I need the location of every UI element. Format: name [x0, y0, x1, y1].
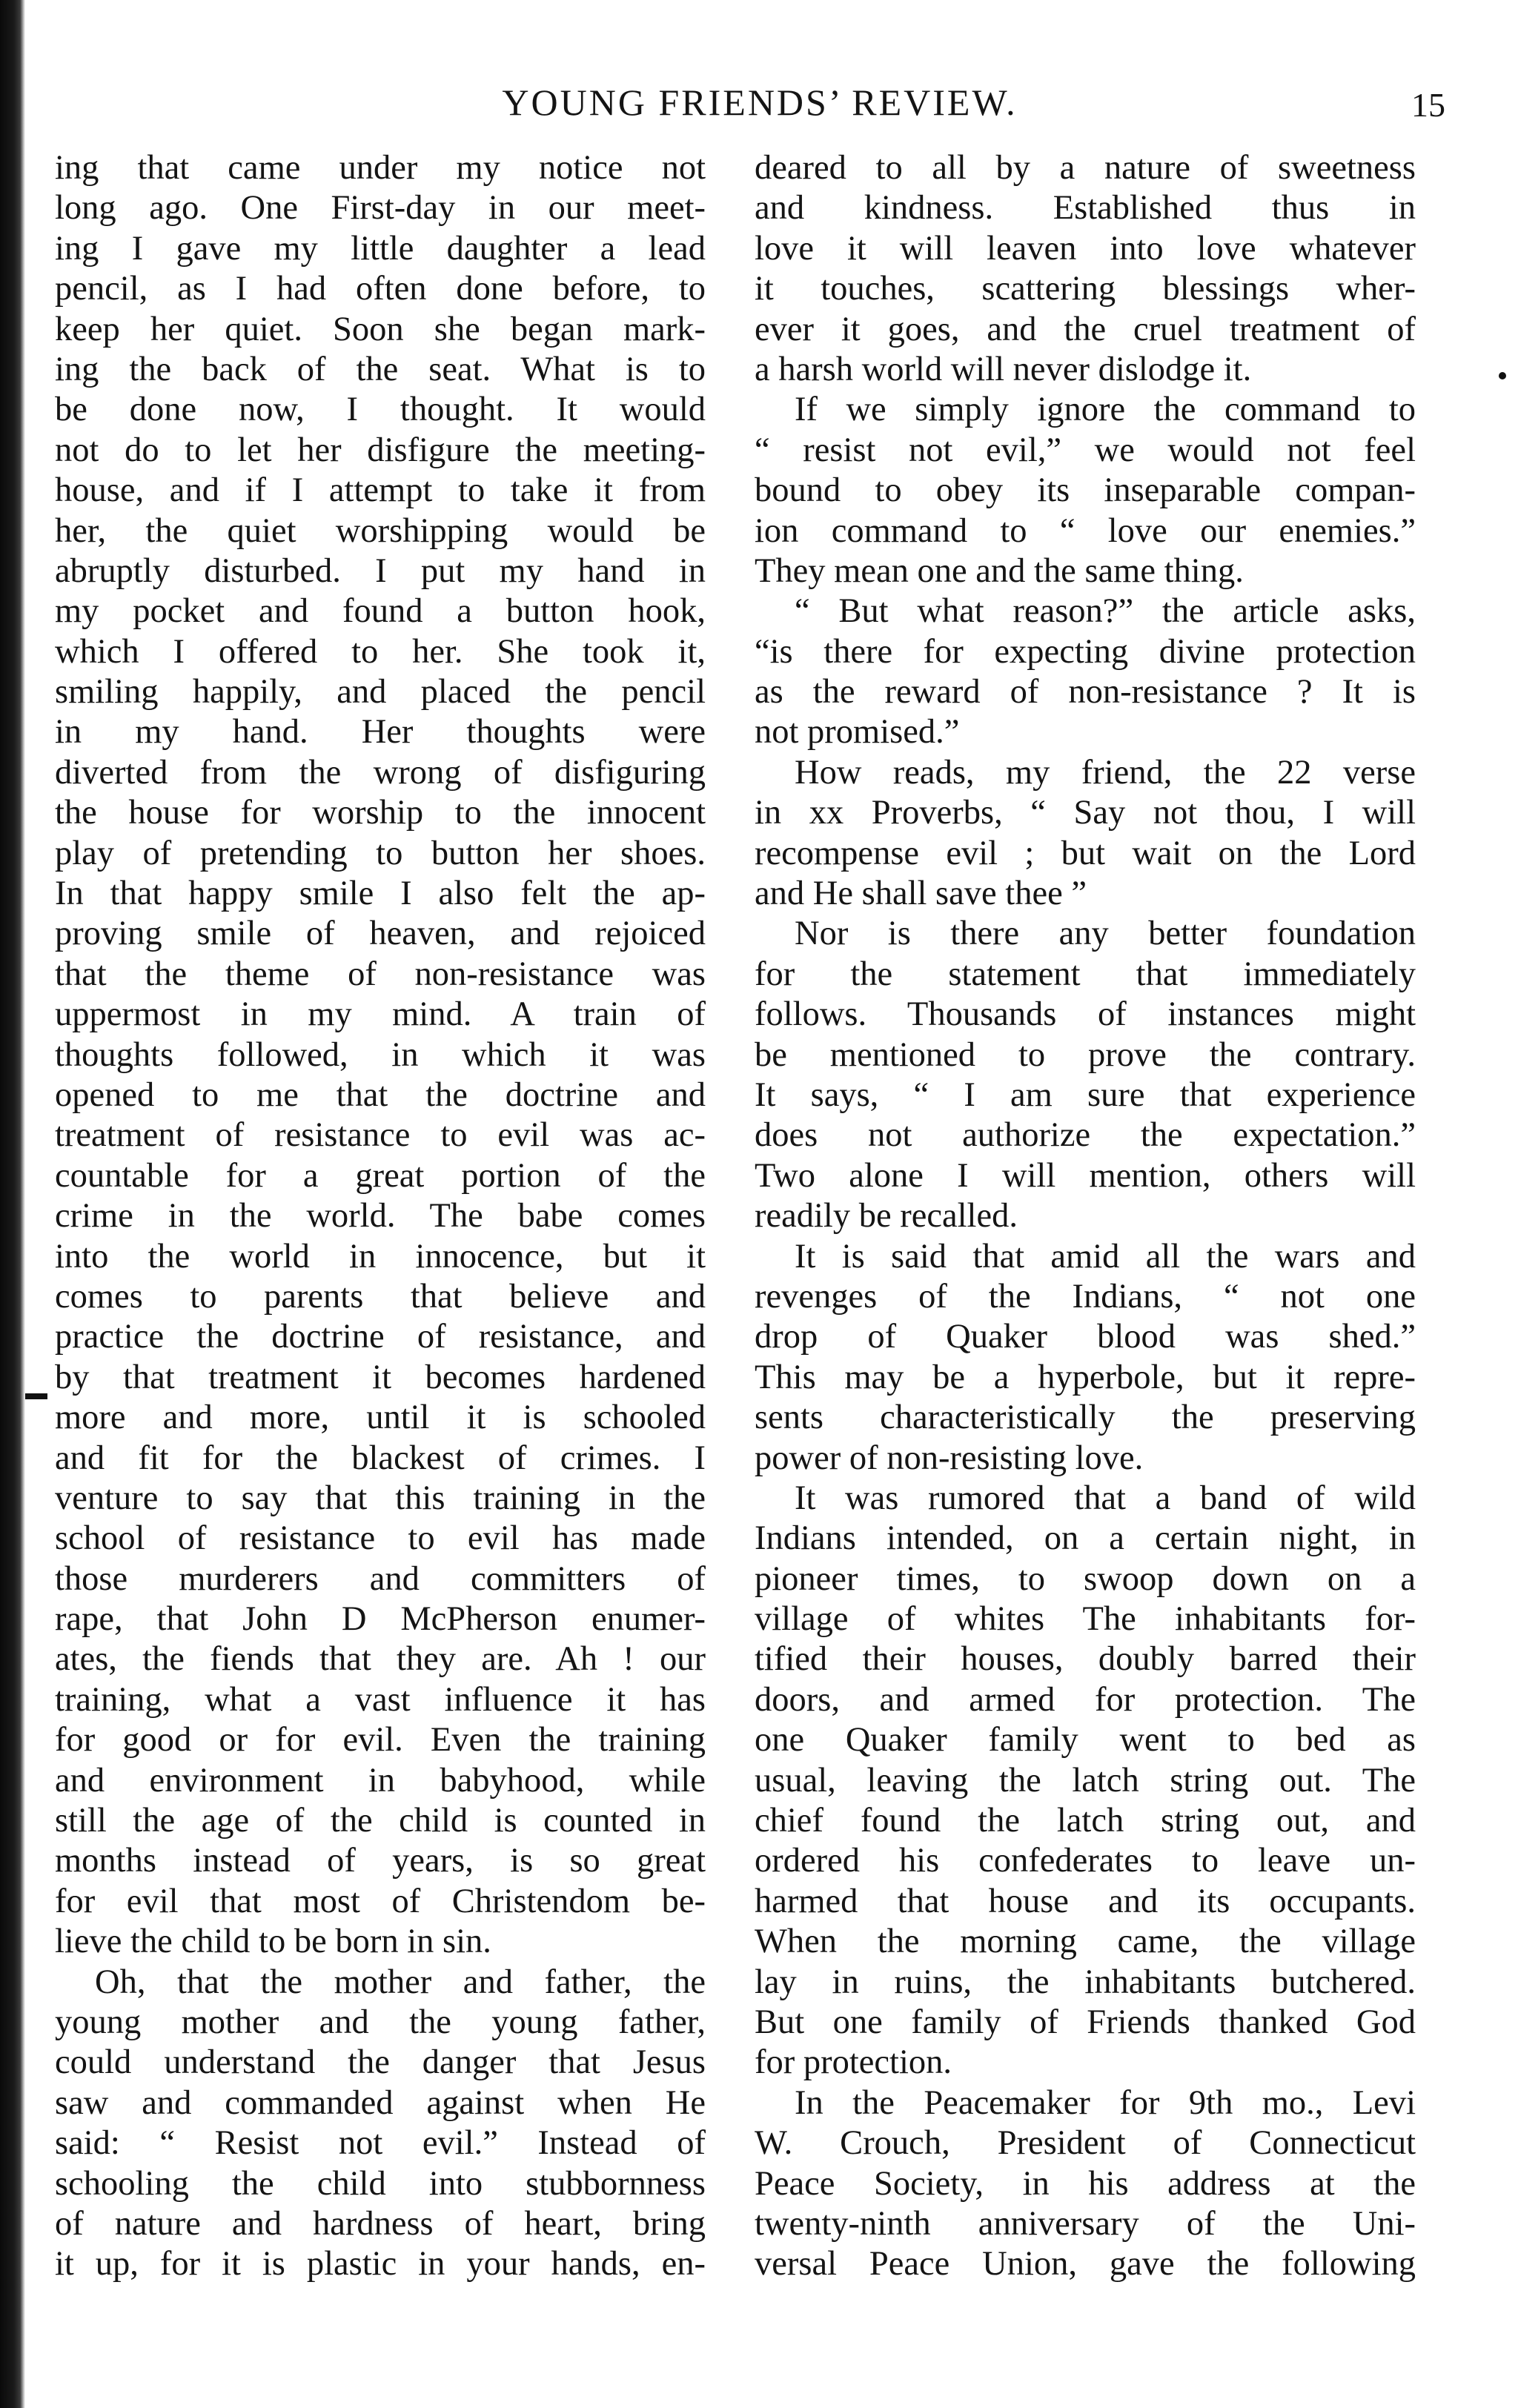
- text-line: sents characteristically the preserving: [755, 1399, 1416, 1437]
- binding-edge: [0, 0, 25, 2408]
- text-line: crime in the world. The babe comes: [55, 1197, 706, 1235]
- text-line: and He shall save thee ”: [755, 875, 1087, 913]
- text-line: But one family of Friends thanked God: [755, 2003, 1416, 2041]
- text-line: “ resist not evil,” we would not feel: [755, 431, 1416, 469]
- text-line: village of whites The inhabitants for-: [755, 1600, 1416, 1639]
- text-line: Peace Society, in his address at the: [755, 2164, 1416, 2203]
- text-line: ever it goes, and the cruel treatment of: [755, 310, 1416, 348]
- text-line: for evil that most of Christendom be-: [55, 1882, 706, 1920]
- text-line: recompense evil ; but wait on the Lord: [755, 834, 1416, 872]
- text-line: usual, leaving the latch string out. The: [755, 1761, 1416, 1800]
- text-line: does not authorize the expectation.”: [755, 1116, 1416, 1155]
- text-line: Indians intended, on a certain night, in: [755, 1519, 1416, 1558]
- text-line: smiling happily, and placed the pencil: [55, 673, 706, 712]
- text-line: bound to obey its inseparable compan-: [755, 471, 1416, 510]
- text-line: lieve the child to be born in sin.: [55, 1923, 491, 1961]
- text-line: Oh, that the mother and father, the: [95, 1963, 706, 2001]
- text-line: for protection.: [755, 2043, 952, 2082]
- text-line: comes to parents that believe and: [55, 1277, 706, 1316]
- text-line: They mean one and the same thing.: [755, 551, 1244, 590]
- text-line: lay in ruins, the inhabitants butchered.: [755, 1963, 1416, 2001]
- text-line: ates, the fiends that they are. Ah ! our: [55, 1640, 706, 1679]
- text-line: said: “ Resist not evil.” Instead of: [55, 2124, 706, 2163]
- text-line: long ago. One First-day in our meet-: [55, 189, 706, 228]
- text-line: harmed that house and its occupants.: [755, 1882, 1416, 1920]
- text-line: by that treatment it becomes hardened: [55, 1358, 706, 1396]
- text-line: still the age of the child is counted in: [55, 1802, 706, 1840]
- left-column: [55, 148, 706, 2285]
- text-line: chief found the latch string out, and: [755, 1802, 1416, 1840]
- text-line: ing that came under my notice not: [55, 149, 706, 187]
- text-line: not do to let her disfigure the meeting-: [55, 431, 706, 469]
- text-line: more and more, until it is schooled: [55, 1399, 706, 1437]
- text-line: If we simply ignore the command to: [795, 391, 1416, 429]
- text-line: power of non-resisting love.: [755, 1439, 1144, 1477]
- text-line: not promised.”: [755, 713, 960, 752]
- text-line: for good or for evil. Even the training: [55, 1721, 706, 1759]
- text-line: abruptly disturbed. I put my hand in: [55, 551, 706, 590]
- text-line: it touches, scattering blessings wher-: [755, 270, 1416, 308]
- text-line: It was rumored that a band of wild: [795, 1479, 1416, 1517]
- text-line: “is there for expecting divine protection: [755, 632, 1416, 671]
- text-line: my pocket and found a button hook,: [55, 592, 706, 631]
- text-line: saw and commanded against when He: [55, 2083, 706, 2122]
- text-line: one Quaker family went to bed as: [755, 1721, 1416, 1759]
- text-line: those murderers and committers of: [55, 1559, 706, 1598]
- text-line: doors, and armed for protection. The: [755, 1680, 1416, 1719]
- text-line: in my hand. Her thoughts were: [55, 713, 706, 752]
- text-line: rape, that John D McPherson enumer-: [55, 1600, 706, 1639]
- text-line: In the Peacemaker for 9th mo., Levi: [795, 2083, 1416, 2122]
- right-column: [755, 148, 1416, 2285]
- text-line: keep her quiet. Soon she began mark-: [55, 310, 706, 348]
- text-line: It says, “ I am sure that experience: [755, 1075, 1416, 1114]
- text-line: months instead of years, is so great: [55, 1842, 706, 1880]
- text-line: Nor is there any better foundation: [795, 915, 1416, 953]
- text-line: and environment in babyhood, while: [55, 1761, 706, 1800]
- text-line: ing the back of the seat. What is to: [55, 350, 706, 388]
- text-line: which I offered to her. She took it,: [55, 632, 706, 671]
- text-line: twenty-ninth anniversary of the Uni-: [755, 2204, 1416, 2243]
- text-line: the house for worship to the innocent: [55, 794, 706, 832]
- text-line: diverted from the wrong of disfiguring: [55, 753, 706, 792]
- text-line: In that happy smile I also felt the ap-: [55, 875, 706, 913]
- text-line: deared to all by a nature of sweetness: [755, 149, 1416, 187]
- text-line: ion command to “ love our enemies.”: [755, 511, 1416, 550]
- text-line: practice the doctrine of resistance, and: [55, 1318, 706, 1356]
- page-number: 15: [1411, 86, 1445, 124]
- text-line: could understand the danger that Jesus: [55, 2043, 706, 2082]
- text-line: revenges of the Indians, “ not one: [755, 1277, 1416, 1316]
- text-line: and fit for the blackest of crimes. I: [55, 1439, 706, 1477]
- text-line: training, what a vast influence it has: [55, 1680, 706, 1719]
- text-line: ordered his confederates to leave un-: [755, 1842, 1416, 1880]
- text-line: a harsh world will never dislodge it.: [755, 350, 1252, 388]
- text-line: How reads, my friend, the 22 verse: [795, 753, 1416, 792]
- text-line: and kindness. Established thus in: [755, 189, 1416, 228]
- binding-mark: [25, 1393, 47, 1399]
- text-line: house, and if I attempt to take it from: [55, 471, 706, 510]
- text-line: it up, for it is plastic in your hands, en-: [55, 2245, 706, 2283]
- text-line: follows. Thousands of instances might: [755, 995, 1416, 1034]
- text-line: school of resistance to evil has made: [55, 1519, 706, 1558]
- text-line: thoughts followed, in which it was: [55, 1035, 706, 1074]
- text-line: of nature and hardness of heart, bring: [55, 2204, 706, 2243]
- text-line: versal Peace Union, gave the following: [755, 2245, 1416, 2283]
- running-title: YOUNG FRIENDS’ REVIEW.: [502, 82, 1018, 123]
- text-line: When the morning came, the village: [755, 1923, 1416, 1961]
- text-line: uppermost in my mind. A train of: [55, 995, 706, 1034]
- text-line: pencil, as I had often done before, to: [55, 270, 706, 308]
- text-line: that the theme of non-resistance was: [55, 955, 706, 993]
- text-line: be mentioned to prove the contrary.: [755, 1035, 1416, 1074]
- text-line: Two alone I will mention, others will: [755, 1156, 1416, 1195]
- text-line: be done now, I thought. It would: [55, 391, 706, 429]
- text-line: love it will leaven into love whatever: [755, 229, 1416, 268]
- text-line: her, the quiet worshipping would be: [55, 511, 706, 550]
- text-line: W. Crouch, President of Connecticut: [755, 2124, 1416, 2163]
- text-line: tified their houses, doubly barred their: [755, 1640, 1416, 1679]
- text-line: proving smile of heaven, and rejoiced: [55, 915, 706, 953]
- text-line: drop of Quaker blood was shed.”: [755, 1318, 1416, 1356]
- text-line: young mother and the young father,: [55, 2003, 706, 2041]
- text-line: venture to say that this training in the: [55, 1479, 706, 1517]
- text-line: readily be recalled.: [755, 1197, 1018, 1235]
- text-line: This may be a hyperbole, but it repre-: [755, 1358, 1416, 1396]
- text-line: It is said that amid all the wars and: [795, 1237, 1416, 1276]
- text-line: for the statement that immediately: [755, 955, 1416, 993]
- ink-speck: [1499, 372, 1506, 379]
- text-line: play of pretending to button her shoes.: [55, 834, 706, 872]
- text-line: as the reward of non-resistance ? It is: [755, 673, 1416, 712]
- page-header: [44, 80, 1475, 125]
- text-line: in xx Proverbs, “ Say not thou, I will: [755, 794, 1416, 832]
- text-line: schooling the child into stubbornness: [55, 2164, 706, 2203]
- text-line: treatment of resistance to evil was ac-: [55, 1116, 706, 1155]
- text-line: ing I gave my little daughter a lead: [55, 229, 706, 268]
- text-line: countable for a great portion of the: [55, 1156, 706, 1195]
- text-line: pioneer times, to swoop down on a: [755, 1559, 1416, 1598]
- text-line: into the world in innocence, but it: [55, 1237, 706, 1276]
- text-line: “ But what reason?” the article asks,: [795, 592, 1416, 631]
- text-line: opened to me that the doctrine and: [55, 1075, 706, 1114]
